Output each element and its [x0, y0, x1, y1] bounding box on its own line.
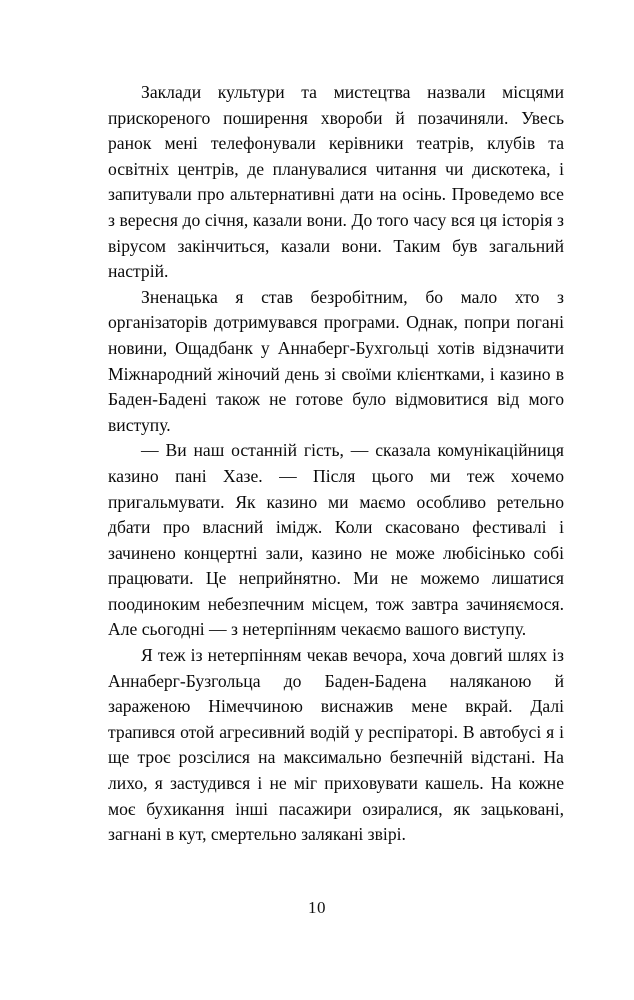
paragraph: Я теж із нетерпінням чекав вечора, хоча довгий шлях із Аннаберг-Бузгольца до Баден-Бадена наляканою й зараженою Німеччиною виснажив мене вкрай. Далі трапився отой агресивний водій у респіраторі. В автобусі я і ще троє розсілися на максимально безпечній відстані. На лихо, я застудився і не міг приховувати кашель. На кожне моє бухикання інші пасажири озиралися, як зацьковані, загнані в кут, смертельно залякані звірі.	[108, 645, 564, 845]
paragraph: Зненацька я став безробітним, бо мало хто з організаторів дотримувався програми. Однак, попри погані новини, Ощадбанк у Аннаберг-Бухгольці хотів відзначити Міжнародний жіночий день зі своїми клієнтками, і казино в Баден-Бадені також не готове було відмовитися від мого виступу.	[108, 286, 564, 435]
paragraph: Заклади культури та мистецтва назвали місцями прискореного поширення хвороби й позачиняли. Увесь ранок мені телефонували керівники театрів, клубів та освітніх центрів, де планувалися читання чи дискотека, і запитували про альтернативні дати на осінь. Проведемо все з вересня до січня, казали вони. До того часу вся ця історія з вірусом закінчиться, казали вони. Таким був загальний настрій.	[108, 82, 564, 282]
page-number: 10	[308, 898, 326, 917]
paragraph: — Ви наш останній гість, — сказала комунікаційниця казино пані Хазе. — Після цього ми теж хочемо пригальмувати. Як казино ми маємо особливо ретельно дбати про власний імідж. Коли скасовано фестивалі і зачинено концертні зали, казино не може любісінько собі працювати. Це неприйнятно. Ми не можемо лишатися поодиноким небезпечним місцем, тож завтра зачиняємося. Але сьогодні — з нетерпінням чекаємо вашого виступу.	[108, 440, 564, 640]
page-text-block	[108, 80, 564, 848]
